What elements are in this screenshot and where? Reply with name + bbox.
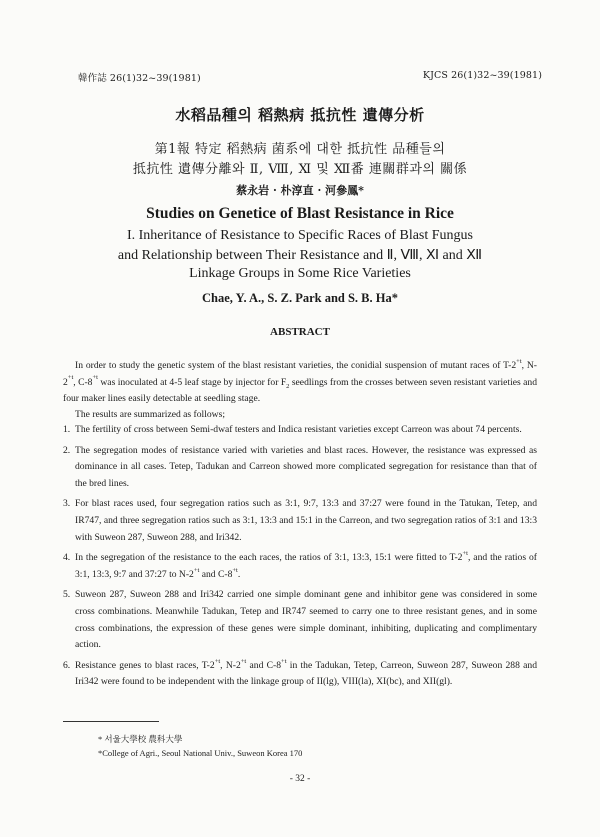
english-subtitle-line3: Linkage Groups in Some Rice Varieties — [189, 266, 411, 281]
english-authors: Chae, Y. A., S. Z. Park and S. B. Ha* — [202, 291, 398, 305]
page-number: - 32 - — [289, 774, 311, 784]
summary-lead: The results are summarized as follows; — [75, 409, 225, 420]
item-text: The segregation modes of resistance varied with varieties and blast races. However, the resistance was expressed as dominance in all cases. Tetep, Tadukan and Carreon showed more complicated segregation for resistance than that of the bred lines. — [75, 444, 537, 489]
list-item — [63, 422, 537, 439]
item-text: Resistance genes to blast races, $T-2^{+t}$, $N-2^{+t}$ and $C-8^{+t}$ in the Tadukan, Tetep, Carreon, Suweon 287, Suweon 288 and Iri342 were found to be independent with the linkage group of II(lg), VIII(la), XI(bc), and XII(gl). — [75, 657, 538, 688]
korean-authors: 蔡永岩 · 朴淳直 · 河參鳳* — [236, 184, 364, 197]
footnote-rule — [63, 721, 159, 722]
footnote-korean: * 서울大學校 農科大學 — [98, 734, 183, 744]
english-subtitle-line1: I. Inheritance of Resistance to Specific Races of Blast Fungus — [126, 228, 473, 243]
footnote-english: *College of Agri., Seoul National Univ., Suweon Korea 170 — [98, 748, 303, 758]
item-text: Suweon 287, Suweon 288 and Iri342 carried one simple dominant gene and inhibitor gene was considered in some cross combinations. Meanwhile Tadukan, Tetep and IR747 seemed to carry one to three resistant genes, and in some cross combinations, the expression of these genes were simple dominant, inhibiting, duplicating and complimentary action. — [75, 589, 537, 651]
item-number: 4. — [63, 552, 71, 564]
results-list — [63, 422, 537, 695]
abstract-intro: In order to study the genetic system of the blast resistant varieties, the conidial suspension of mutant races of $T-2^{+t}$, $N-2^{+t}$, $C-8^{+t}$ was inoculated at 4-5 leaf stage by injector for $F_2$ seedlings from the crosses between seven resistant varieties and four maker lines easily detectable at seedling stage. — [63, 357, 538, 405]
item-text: The fertility of cross between Semi-dwaf testers and Indica resistant varieties except Carreon was about 74 percents. — [75, 424, 522, 435]
item-number: 6. — [63, 659, 71, 671]
abstract-heading: ABSTRACT — [270, 326, 330, 338]
korean-title: 水稻品種의 稻熱病 抵抗性 遺傳分析 — [175, 106, 425, 124]
list-item — [63, 587, 537, 653]
list-item — [63, 496, 537, 546]
list-item — [63, 443, 537, 493]
item-text: In the segregation of the resistance to the each races, the ratios of 3:1, 13:3, 15:1 were fitted to $T-2^{+t}$, and the ratios of 3:1, 13:3, 9:7 and 37:27 to $N-2^{+t}$ and $C-8^{+t}$. — [75, 549, 537, 580]
item-text: For blast races used, four segregation ratios such as 3:1, 9:7, 13:3 and 37:27 were found in the Tatukan, Tetep, and IR747, and three segregation ratios such as 3:1, 13:3 and 15:1 in the Carreon, and two segregation ratios of 3:1 and 13:3 with Suweon 287, Suweon 288, and Iri342. — [75, 498, 537, 543]
english-subtitle-line2: and Relationship between Their Resistance and Ⅱ, Ⅷ, Ⅺ and Ⅻ — [117, 248, 483, 263]
item-number: 2. — [63, 444, 71, 456]
english-title: Studies on Genetice of Blast Resistance in Rice — [146, 205, 454, 222]
list-item — [63, 658, 537, 691]
item-number: 1. — [63, 424, 71, 435]
journal-citation-english: KJCS 26(1)32~39(1981) — [422, 70, 542, 81]
list-item — [63, 550, 537, 583]
journal-citation-korean: 韓作誌 26(1)32~39(1981) — [78, 73, 201, 84]
item-number: 5. — [63, 589, 71, 601]
item-number: 3. — [63, 498, 71, 510]
korean-subtitle-line1: 第1報 特定 稻熱病 菌系에 대한 抵抗性 品種들의 — [154, 142, 446, 157]
korean-subtitle-line2: 抵抗性 遺傳分離와 Ⅱ, Ⅷ, Ⅺ 및 Ⅻ番 連關群과의 關係 — [132, 162, 468, 177]
